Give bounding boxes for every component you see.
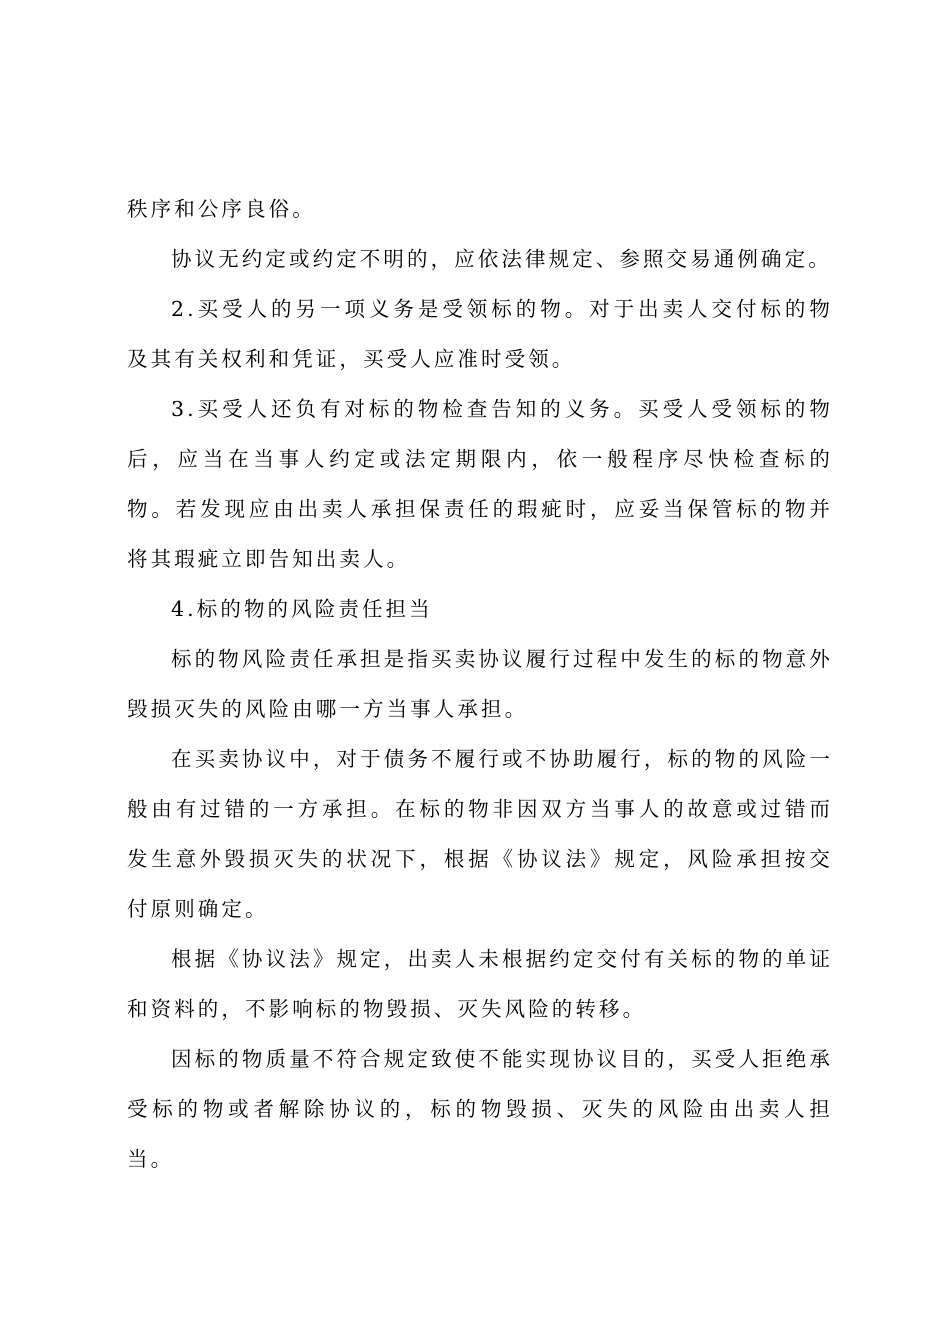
paragraph-item-3: 3.买受人还负有对标的物检查告知的义务。买受人受领标的物后，应当在当事人约定或法定期限内，依一般程序尽快检查标的物。若发现应由出卖人承担保责任的瑕疵时，应妥当保管标的物并将其瑕疵立即告知出卖人。: [127, 397, 833, 571]
document-page: [127, 184, 833, 1184]
paragraph-risk-quality: 因标的物质量不符合规定致使不能实现协议目的，买受人拒绝承受标的物或者解除协议的，标的物毁损、灭失的风险由出卖人担当。: [127, 1047, 833, 1171]
paragraph-risk-definition: 标的物风险责任承担是指买卖协议履行过程中发生的标的物意外毁损灭失的风险由哪一方当事人承担。: [127, 647, 833, 721]
section-heading-4: 4.标的物的风险责任担当: [171, 597, 433, 621]
paragraph-continuation: 秩序和公序良俗。: [127, 197, 316, 221]
paragraph-risk-documents: 根据《协议法》规定，出卖人未根据约定交付有关标的物的单证和资料的，不影响标的物毁损、灭失风险的转移。: [127, 947, 833, 1021]
paragraph-agreement-default: 协议无约定或约定不明的，应依法律规定、参照交易通例确定。: [171, 247, 832, 271]
paragraph-item-2: 2.买受人的另一项义务是受领标的物。对于出卖人交付标的物及其有关权利和凭证，买受人应准时受领。: [127, 297, 833, 371]
paragraph-risk-fault: 在买卖协议中，对于债务不履行或不协助履行，标的物的风险一般由有过错的一方承担。在标的物非因双方当事人的故意或过错而发生意外毁损灭失的状况下，根据《协议法》规定，风险承担按交付原则确定。: [127, 747, 833, 921]
